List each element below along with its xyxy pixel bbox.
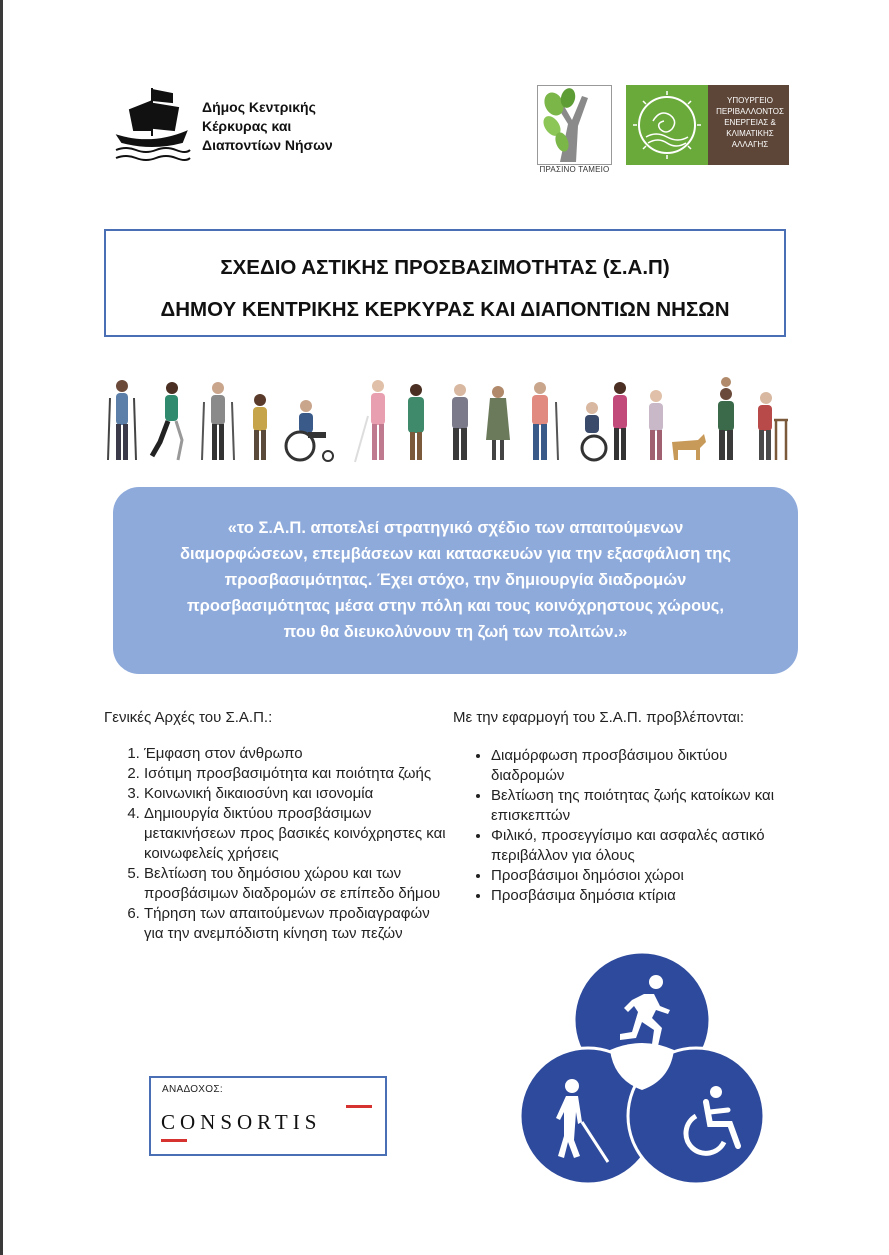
list-item: • Βελτίωση της ποιότητας ζωής κατοίκων και επισκεπτών xyxy=(491,786,793,826)
contractor-name: CONSORTIS xyxy=(161,1110,322,1134)
list-item: 3. Κοινωνική δικαιοσύνη και ισονομία xyxy=(144,784,449,804)
list-item: 4. Δημιουργία δικτύου προσβάσιμων μετακινήσεων προς βασικές κοινόχρηστες και κοινωφελείς χρήσεις xyxy=(144,804,449,864)
principles-list xyxy=(104,744,449,944)
municipality-name xyxy=(202,98,333,155)
quote-line-4: προσβασιμότητας μέσα στην πόλη και τους κοινόχρηστους χώρους, xyxy=(187,597,724,615)
title-line-2: ΔΗΜΟΥ ΚΕΝΤΡΙΚΗΣ ΚΕΡΚΥΡΑΣ ΚΑΙ ΔΙΑΠΟΝΤΙΩΝ ΝΗΣΩΝ xyxy=(160,298,730,321)
ministry-line-4: ΚΛΙΜΑΤΙΚΗΣ xyxy=(726,129,774,138)
list-item: 5. Βελτίωση του δημόσιου χώρου και των προσβάσιμων διαδρομών σε επίπεδο δήμου xyxy=(144,864,449,904)
green-fund-box xyxy=(537,85,612,165)
list-item: 2. Ισότιμη προσβασιμότητα και ποιότητα ζωής xyxy=(144,764,449,784)
consortis-accent-top xyxy=(346,1105,372,1108)
ministry-line-3: ΕΝΕΡΓΕΙΑΣ & xyxy=(724,118,776,127)
contractor-box xyxy=(149,1076,387,1156)
ministry-line-5: ΑΛΛΑΓΗΣ xyxy=(731,140,769,149)
consortis-accent-bottom xyxy=(161,1139,187,1142)
municipality-line-1: Δήμος Κεντρικής xyxy=(202,99,316,115)
quote-line-2: διαμορφώσεων, επεμβάσεων και κατασκευών για την εξασφάλιση της xyxy=(180,545,731,563)
provisions-heading: Με την εφαρμογή του Σ.Α.Π. προβλέπονται: xyxy=(453,709,745,726)
principles-section xyxy=(104,708,449,944)
municipality-logo xyxy=(112,80,352,170)
list-item: • Διαμόρφωση προσβάσιμου δικτύου διαδρομών xyxy=(491,746,793,786)
provisions-list xyxy=(453,746,793,906)
diverse-people-illustration xyxy=(100,376,790,466)
quote-line-1: «το Σ.Α.Π. αποτελεί στρατηγικό σχέδιο των απαιτούμενων xyxy=(227,519,684,537)
accessibility-venn-graphic xyxy=(520,950,765,1200)
quote-line-3: προσβασιμότητας. Έχει στόχο, την δημιουργία διαδρομών xyxy=(224,571,687,589)
provisions-section xyxy=(453,708,793,906)
list-item: 1. Έμφαση στον άνθρωπο xyxy=(144,744,449,764)
municipality-line-3: Διαποντίων Νήσων xyxy=(202,137,333,153)
ministry-name xyxy=(713,95,787,150)
quote-line-5: που θα διευκολύνουν τη ζωή των πολιτών.» xyxy=(283,623,628,641)
green-fund-logo xyxy=(537,85,612,175)
ministry-logo xyxy=(626,85,789,165)
list-item: • Προσβάσιμοι δημόσιοι χώροι xyxy=(491,866,793,886)
people-icon xyxy=(100,376,790,466)
principles-heading: Γενικές Αρχές του Σ.Α.Π.: xyxy=(104,709,273,726)
ministry-line-1: ΥΠΟΥΡΓΕΙΟ xyxy=(727,96,773,105)
ship-icon xyxy=(112,80,192,168)
list-item: • Φιλικό, προσεγγίσιμο και ασφαλές αστικό περιβάλλον για όλους xyxy=(491,826,793,866)
page-edge xyxy=(0,0,3,1255)
list-item: • Προσβάσιμα δημόσια κτίρια xyxy=(491,886,793,906)
ministry-line-2: ΠΕΡΙΒΑΛΛΟΝΤΟΣ xyxy=(716,107,784,116)
quote-text xyxy=(133,515,778,645)
quote-box xyxy=(113,487,798,674)
list-item: 6. Τήρηση των απαιτούμενων προδιαγραφών για την ανεμπόδιστη κίνηση των πεζών xyxy=(144,904,449,944)
ministry-emblem-icon xyxy=(626,85,708,165)
municipality-line-2: Κέρκυρας και xyxy=(202,118,292,134)
ministry-emblem-panel xyxy=(626,85,708,165)
title-box xyxy=(104,229,786,337)
title-line-1: ΣΧΕΔΙΟ ΑΣΤΙΚΗΣ ΠΡΟΣΒΑΣΙΜΟΤΗΤΑΣ (Σ.Α.Π) xyxy=(220,256,670,279)
tree-icon xyxy=(538,86,611,164)
contractor-label: ΑΝΑΔΟΧΟΣ: xyxy=(162,1084,223,1095)
green-fund-caption: ΠΡΑΣΙΝΟ ΤΑΜΕΙΟ xyxy=(539,165,610,174)
